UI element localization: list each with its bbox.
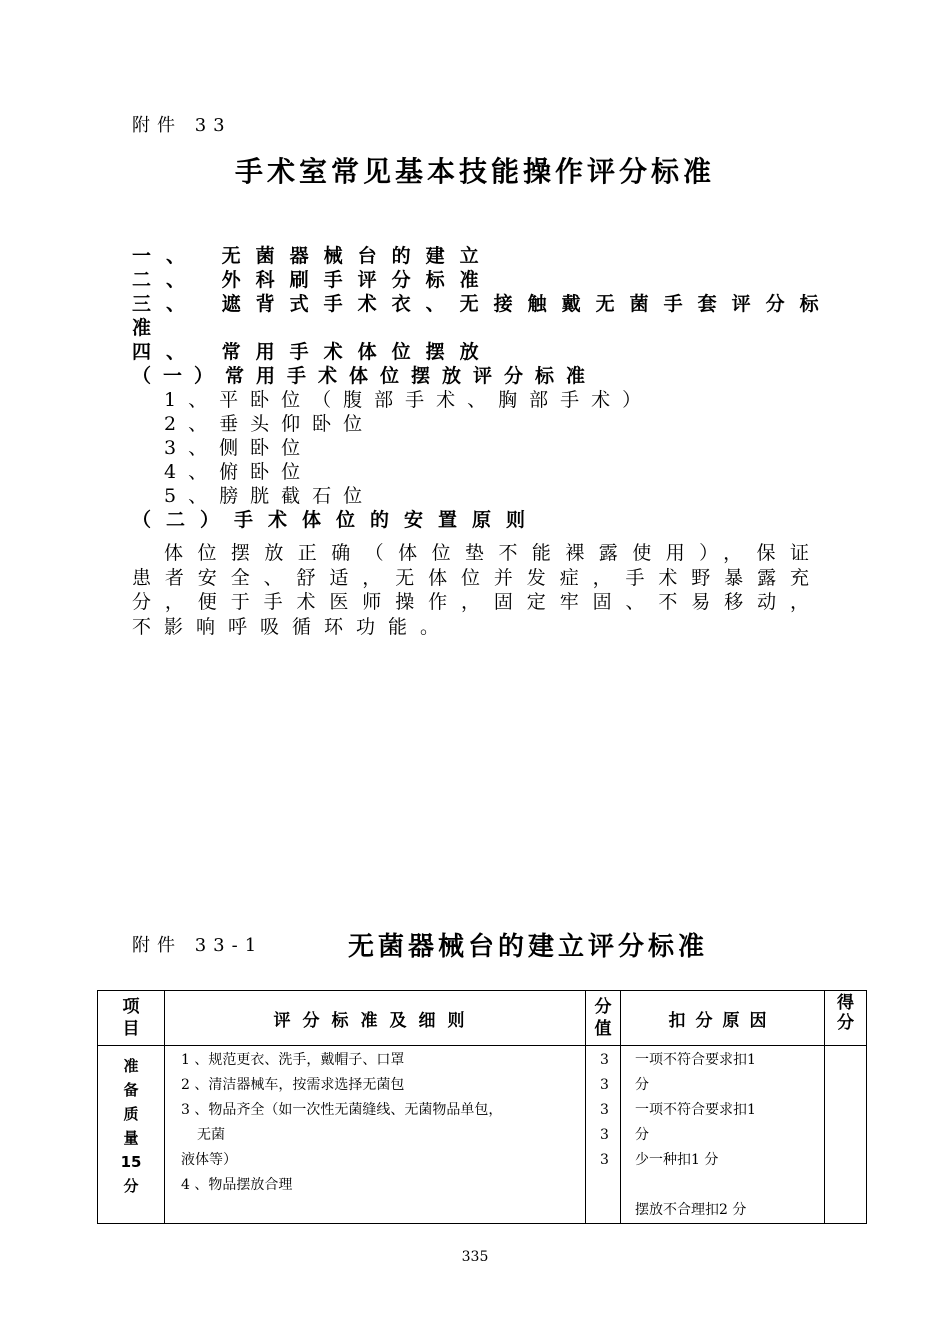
criteria-line: 2 、清洁器械车，按需求选择无菌包	[181, 1077, 405, 1093]
category-line: 准	[123, 1057, 139, 1075]
header-value-line: 分	[594, 997, 612, 1017]
principle-paragraph: 体位摆放正确（体位垫不能裸露使用），保证患者安全、舒适，无体位并发症，手术野暴露充分，便于手术医师操作，固定牢固、不易移动，不影响呼吸循环功能。	[132, 542, 822, 638]
toc-item-3-wrap: 准	[132, 317, 152, 339]
toc	[132, 244, 834, 532]
value-line: 3	[600, 1077, 609, 1093]
header-score	[825, 991, 867, 1046]
criteria-cell	[165, 1046, 586, 1224]
category-line: 15	[120, 1153, 142, 1171]
table-header-row	[98, 991, 867, 1046]
category-line: 分	[123, 1177, 139, 1195]
attachment-label-2: 附件 33-1	[132, 935, 264, 956]
header-reason: 扣分原因	[621, 991, 825, 1046]
score-cell	[825, 1046, 867, 1224]
header-value-line: 值	[594, 1019, 612, 1039]
header-score-line: 得	[837, 993, 854, 1013]
header-item-line: 项	[122, 997, 140, 1017]
value-line: 3	[600, 1102, 609, 1118]
reason-cell	[621, 1046, 825, 1224]
value-line: 3	[600, 1152, 609, 1168]
category-line: 备	[123, 1081, 139, 1099]
reason-line: 分	[635, 1127, 649, 1143]
header-value	[586, 991, 621, 1046]
criteria-line: 3 、物品齐全（如一次性无菌缝线、无菌物品单包，	[181, 1102, 503, 1118]
header-item-line: 目	[122, 1019, 140, 1039]
criteria-line: 1 、规范更衣、洗手，戴帽子、口罩	[181, 1052, 405, 1068]
toc-position-5: 5、膀胱截石位	[164, 485, 375, 507]
section-title: 无菌器械台的建立评分标准	[348, 932, 709, 962]
toc-position-3: 3、侧卧位	[164, 437, 313, 459]
reason-line: 一项不符合要求扣1	[635, 1052, 756, 1068]
reason-line: 一项不符合要求扣1	[635, 1102, 756, 1118]
criteria-line: 4 、物品摆放合理	[181, 1177, 293, 1193]
header-item	[98, 991, 165, 1046]
scoring-table	[97, 990, 867, 1224]
toc-sub-1: （一）常用手术体位摆放评分标准	[132, 365, 598, 387]
page-title: 手术室常见基本技能操作评分标准	[234, 155, 715, 188]
value-cell	[586, 1046, 621, 1224]
header-score-line: 分	[837, 1013, 854, 1033]
category-line: 质	[123, 1105, 139, 1123]
reason-line: 摆放不合理扣2 分	[635, 1202, 747, 1218]
header-standard: 评分标准及细则	[165, 991, 586, 1046]
toc-item-3: 三、 遮背式手术衣、无接触戴无菌手套评分标	[132, 293, 834, 315]
toc-item-1: 一、 无菌器械台的建立	[132, 245, 494, 267]
toc-position-4: 4、俯卧位	[164, 461, 313, 483]
criteria-line: 液体等）	[181, 1152, 237, 1168]
reason-line: 少一种扣1 分	[635, 1152, 719, 1168]
category-line: 量	[123, 1129, 139, 1147]
toc-position-1: 1、平卧位（腹部手术、胸部手术）	[164, 389, 654, 411]
toc-sub-2: （二）手术体位的安置原则	[132, 509, 541, 531]
attachment-label: 附件 33	[132, 115, 232, 136]
value-line: 3	[600, 1052, 609, 1068]
toc-item-2: 二、 外科刷手评分标准	[132, 269, 494, 291]
reason-spacer	[635, 1173, 818, 1198]
table-row	[98, 1046, 867, 1224]
value-line: 3	[600, 1127, 609, 1143]
reason-line: 分	[635, 1077, 649, 1093]
criteria-line: 无菌	[197, 1127, 225, 1143]
toc-position-2: 2、垂头仰卧位	[164, 413, 375, 435]
category-cell	[98, 1046, 165, 1224]
page-number: 335	[461, 1249, 489, 1265]
toc-item-4: 四、 常用手术体位摆放	[132, 341, 494, 363]
